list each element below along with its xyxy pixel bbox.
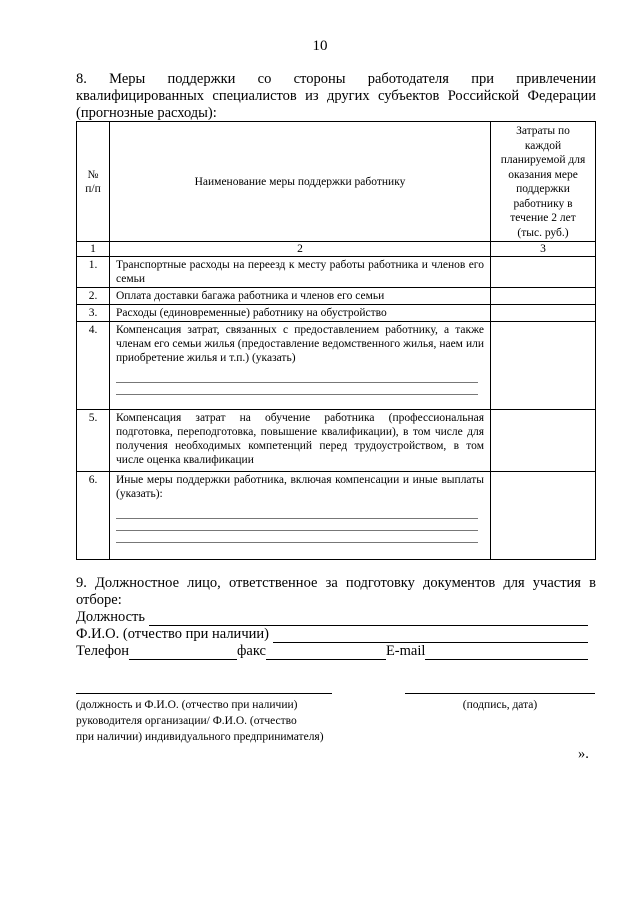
head-caption-line-3: при наличии) индивидуального предпринимателя) [76, 731, 324, 743]
table-row [77, 410, 596, 472]
table-row [77, 322, 596, 410]
fio-label: Ф.И.О. (отчество при наличии) [76, 626, 269, 642]
page-number: 10 [312, 38, 328, 54]
table-header-row [77, 122, 596, 242]
row-text: Расходы (единовременные) работнику на обустройство [110, 305, 491, 322]
row-cost-cell[interactable] [491, 322, 596, 410]
row-text-cell [110, 472, 491, 560]
section-9-line-1: 9. Должностное лицо, ответственное за подготовку документов для участия в [76, 575, 596, 591]
row-cost-cell[interactable] [491, 257, 596, 288]
row-cost-cell[interactable] [491, 305, 596, 322]
head-caption [76, 697, 396, 745]
head-name-line[interactable] [76, 692, 332, 694]
head-caption-line-1: (должность и Ф.И.О. (отчество при наличии) [76, 699, 298, 711]
col-number-1: 1 [77, 242, 110, 257]
row-cost-cell[interactable] [491, 472, 596, 560]
position-field[interactable] [149, 611, 588, 626]
position-label: Должность [76, 609, 145, 625]
head-caption-line-2: руководителя организации/ Ф.И.О. (отчество [76, 715, 297, 727]
email-field[interactable] [425, 645, 588, 660]
phone-field[interactable] [129, 645, 237, 660]
row-num: 1. [77, 257, 110, 288]
header-num: № п/п [77, 122, 110, 242]
section-9 [76, 575, 596, 660]
col-number-2: 2 [110, 242, 491, 257]
section-8-first-line: 8. Меры поддержки со стороны работодателя при привлечении [76, 71, 596, 87]
row-text-cell [110, 322, 491, 410]
phone-label: Телефон [76, 643, 129, 659]
signature-caption: (подпись, дата) [462, 699, 538, 711]
section-8-rest: квалифицированных специалистов из других субъектов Российской Федерации (прогнозные расходы): [76, 88, 596, 121]
closing-quote: ». [578, 746, 589, 762]
row-text: Компенсация затрат на обучение работника (профессиональная подготовка, переподготовка, повышение квалификации), в том числе для получения необходимых компетенций перед трудоустройством, в том числе оценка квалификации [110, 410, 491, 472]
email-label: E-mail [385, 643, 426, 659]
table-row [77, 472, 596, 560]
fio-field[interactable] [273, 628, 588, 643]
row-num: 5. [77, 410, 110, 472]
row-text: Иные меры поддержки работника, включая компенсации и иные выплаты (указать): [116, 474, 484, 500]
row-num: 4. [77, 322, 110, 410]
fill-in-lines[interactable] [116, 507, 484, 543]
row-text: Транспортные расходы на переезд к месту работы работника и членов его семьи [110, 257, 491, 288]
row-num: 2. [77, 288, 110, 305]
section-8-heading [76, 71, 596, 122]
section-9-line-2: отборе: [76, 592, 122, 608]
row-text: Компенсация затрат, связанных с предоставлением работнику, а также членам его семьи жилья (предоставление ведомственного жилья, наем или приобретение жилья и т.п.) (указать) [116, 324, 484, 364]
table-row [77, 257, 596, 288]
fill-in-lines[interactable] [116, 371, 484, 395]
header-cost: Затраты по каждой планируемой для оказания мере поддержки работнику в течение 2 лет (тыс. руб.) [491, 122, 596, 242]
table-row [77, 288, 596, 305]
row-cost-cell[interactable] [491, 410, 596, 472]
row-num: 3. [77, 305, 110, 322]
fax-label: факс [237, 643, 266, 659]
fax-field[interactable] [266, 645, 386, 660]
support-measures-table [76, 121, 596, 560]
col-number-3: 3 [491, 242, 596, 257]
table-row [77, 305, 596, 322]
column-number-row [77, 242, 596, 257]
position-row [76, 609, 596, 626]
row-text: Оплата доставки багажа работника и членов его семьи [110, 288, 491, 305]
row-cost-cell[interactable] [491, 288, 596, 305]
header-name: Наименование меры поддержки работнику [110, 122, 491, 242]
fio-row [76, 626, 596, 643]
contacts-row [76, 643, 596, 660]
row-num: 6. [77, 472, 110, 560]
signature-line[interactable] [405, 692, 595, 694]
